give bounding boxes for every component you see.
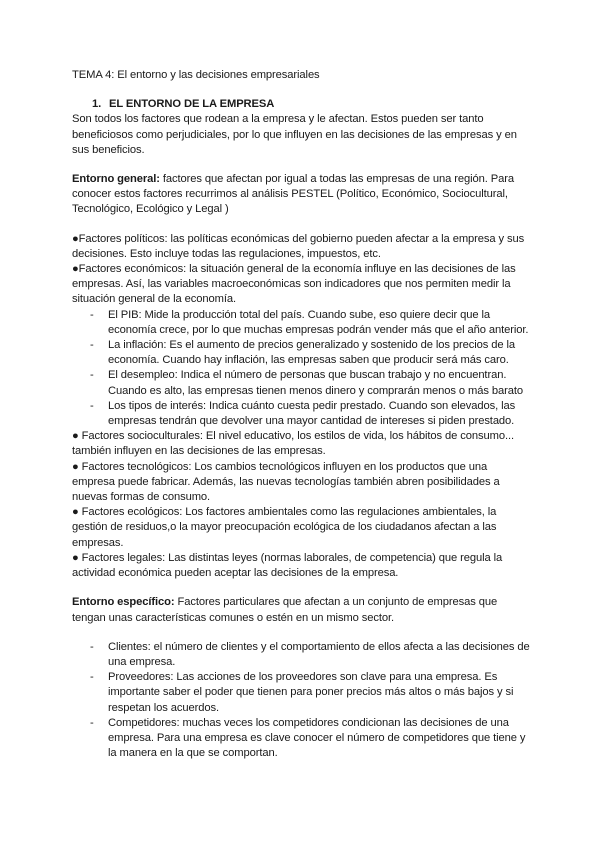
factor-tecnologicos: ● Factores tecnológicos: Los cambios tecnológicos influyen en los productos que una empresa puede fabricar. Además, las nuevas tecnologías también abren posibilidades a nuevas formas de consumo.: [72, 460, 500, 504]
document-page: [72, 68, 532, 761]
factor-legales: ● Factores legales: Las distintas leyes (normas laborales, de competencia) que regula la actividad económica pueden aceptar las decisiones de la empresa.: [72, 551, 503, 580]
section-number: 1.: [92, 98, 102, 111]
intro-paragraph: Son todos los factores que rodean a la empresa y le afectan. Estos pueden ser tanto beneficiosos como perjudiciales, por lo que influyen en las decisiones de las empresas y en sus beneficios.: [72, 113, 517, 156]
specific-factors-list: [72, 640, 532, 762]
factor-politicos: ●Factores políticos: las políticas económicas del gobierno pueden afectar a la empresa y sus decisiones. Esto incluye todas las regulaciones, impuestos, etc.: [72, 232, 525, 260]
list-item: - El PIB: Mide la producción total del país. Cuando sube, eso quiere decir que la economía crece, por lo que muchas empresas podrán vender más que el año anterior.: [72, 308, 532, 338]
list-item: - Competidores: muchas veces los competidores condicionan las decisiones de una empresa. Para una empresa es clave conocer el número de competidores que tiene y la manera en la que se comportan.: [72, 716, 532, 762]
general-environment-paragraph: [72, 172, 532, 218]
specific-environment-label: Entorno específico:: [72, 596, 175, 609]
specific-environment-paragraph: [72, 595, 532, 625]
general-environment-text: factores que afectan por igual a todas las empresas de una región. Para conocer estos factores recurrimos al análisis PESTEL (Político, Económico, Sociocultural, Tecnológico, Ecológico y Legal ): [72, 173, 515, 216]
factor-ecologicos: ● Factores ecológicos: Los factores ambientales como las regulaciones ambientales, la gestión de residuos,o la mayor preocupación ecológica de los ciudadanos afectan a las empresas.: [72, 506, 497, 549]
general-environment-label: Entorno general:: [72, 173, 160, 186]
factor-economicos: ●Factores económicos: la situación general de la economía influye en las decisiones de las empresas. Así, las variables macroeconómicas son indicadores que nos permiten medir la situación general de la economía.: [72, 263, 516, 306]
section-title: EL ENTORNO DE LA EMPRESA: [109, 98, 275, 111]
section-heading: [92, 97, 532, 112]
list-item: - Proveedores: Las acciones de los proveedores son clave para una empresa. Es importante saber el poder que tienen para poner precios más altos o más bajos y si respetan los acuerdos.: [72, 670, 532, 716]
list-item: - La inflación: Es el aumento de precios generalizado y sostenido de los precios de la economía. Cuando hay inflación, las empresas saben que producir será más caro.: [72, 338, 532, 368]
factor-socioculturales: ● Factores socioculturales: El nivel educativo, los estilos de vida, los hábitos de consumo... también influyen en las decisiones de las empresas.: [72, 430, 514, 458]
list-item: - Clientes: el número de clientes y el comportamiento de ellos afecta a las decisiones de una empresa.: [72, 640, 532, 670]
list-item: - El desempleo: Indica el número de personas que buscan trabajo y no encuentran. Cuando es alto, las empresas tienen menos dinero y comprarán menos o más barato: [72, 368, 532, 398]
document-title: TEMA 4: El entorno y las decisiones empresariales: [72, 69, 320, 81]
specific-environment-text: Factores particulares que afectan a un conjunto de empresas que tengan unas características comunes o estén en un mismo sector.: [72, 596, 498, 624]
economic-indicators-list: [72, 308, 532, 430]
list-item: - Los tipos de interés: Indica cuánto cuesta pedir prestado. Cuando son elevados, las empresas tendrán que devolver una mayor cantidad de intereses si piden prestado.: [72, 399, 532, 429]
